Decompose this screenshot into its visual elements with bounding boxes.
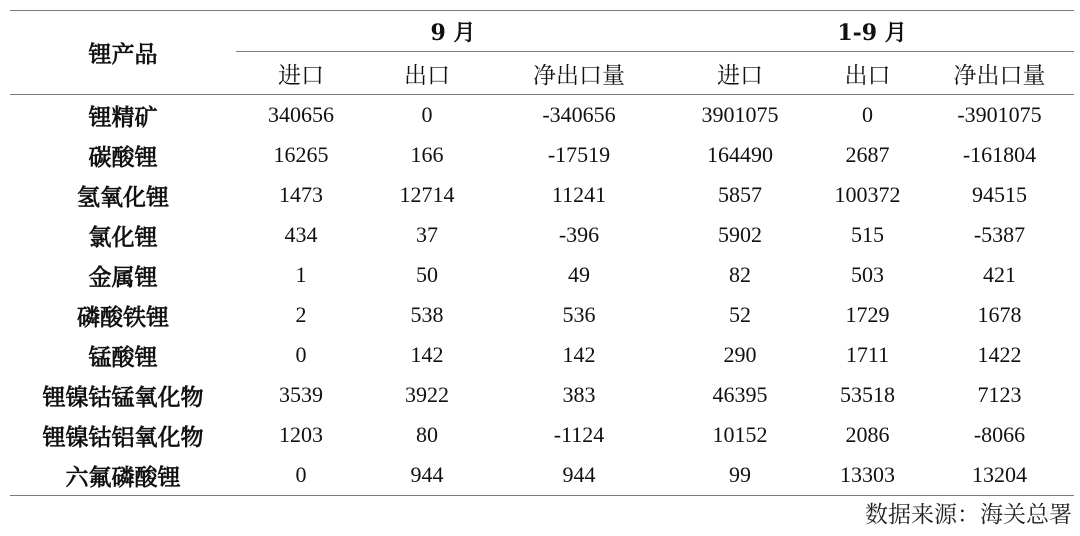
- subheader-net-export: 净出口量: [953, 62, 1046, 89]
- table-row: [10, 415, 1074, 455]
- lithium-trade-table: [10, 10, 1074, 496]
- sep-export-cell: 0: [421, 102, 433, 127]
- table-row: [10, 255, 1074, 295]
- ytd-import-cell: 82: [729, 262, 752, 287]
- product-name-cell: 锰酸锂: [88, 343, 158, 371]
- sep-export-cell: 50: [416, 262, 438, 287]
- sep-export-cell: 37: [416, 222, 438, 247]
- table-body: [10, 95, 1074, 496]
- sep-export-cell: 142: [410, 342, 444, 367]
- ytd-export-cell: 515: [851, 222, 885, 247]
- table-row: [10, 335, 1074, 375]
- sep-export-cell: 3922: [405, 382, 449, 407]
- ytd-net-export-cell: -5387: [973, 222, 1026, 247]
- ytd-import-cell: 99: [729, 462, 752, 487]
- ytd-net-export-cell: -161804: [962, 142, 1037, 167]
- sep-import-cell: 3539: [279, 382, 323, 407]
- sep-net-export-cell: -396: [558, 222, 600, 247]
- ytd-export-cell: 100372: [834, 182, 901, 207]
- data-source-note: 数据来源：海关总署: [865, 502, 1072, 528]
- product-name-cell: 碳酸锂: [88, 143, 158, 171]
- sep-import-cell: 2: [295, 302, 307, 327]
- ytd-import-cell: 164490: [707, 142, 774, 167]
- sep-net-export-cell: -340656: [542, 102, 616, 127]
- subheader-net-export: 净出口量: [533, 62, 625, 89]
- product-name-cell: 锂精矿: [88, 103, 158, 131]
- table-row: [10, 95, 1074, 136]
- sep-import-cell: 1203: [279, 422, 323, 447]
- ytd-net-export-cell: -8066: [973, 422, 1026, 447]
- ytd-import-cell: 5902: [718, 222, 763, 247]
- sep-net-export-cell: 142: [562, 342, 596, 367]
- product-name-cell: 氢氧化锂: [77, 183, 169, 211]
- sep-net-export-cell: 383: [562, 382, 596, 407]
- header-row-groups: [10, 11, 1074, 52]
- ytd-export-cell: 1729: [845, 302, 890, 327]
- subheader-export: 出口: [844, 62, 891, 89]
- group-header-september: 9 月: [236, 11, 670, 52]
- ytd-net-export-cell: 94515: [972, 182, 1028, 207]
- sep-import-cell: 0: [295, 342, 307, 367]
- table-row: [10, 215, 1074, 255]
- sep-net-export-cell: 11241: [551, 182, 607, 207]
- ytd-net-export-cell: 13204: [972, 462, 1028, 487]
- product-name-cell: 锂镍钴锰氧化物: [42, 383, 204, 411]
- sep-export-cell: 944: [410, 462, 444, 487]
- ytd-export-cell: 1711: [845, 342, 890, 367]
- sep-net-export-cell: 49: [568, 262, 590, 287]
- product-name-cell: 氯化锂: [88, 223, 158, 251]
- table-row: [10, 375, 1074, 415]
- ytd-export-cell: 53518: [840, 382, 896, 407]
- ytd-export-cell: 503: [851, 262, 885, 287]
- ytd-import-cell: 52: [729, 302, 752, 327]
- sep-net-export-cell: -1124: [553, 422, 605, 447]
- sep-import-cell: 16265: [273, 142, 329, 167]
- ytd-import-cell: 3901075: [701, 102, 779, 127]
- sep-import-cell: 340656: [268, 102, 334, 127]
- ytd-import-cell: 5857: [718, 182, 763, 207]
- ytd-export-cell: 2086: [845, 422, 890, 447]
- group-header-jan-sep: 1-9 月: [670, 11, 1074, 52]
- product-column-header: 锂产品: [88, 41, 158, 68]
- ytd-export-cell: 13303: [840, 462, 896, 487]
- ytd-net-export-cell: 421: [983, 262, 1017, 287]
- ytd-export-cell: 0: [862, 102, 874, 127]
- ytd-import-cell: 290: [723, 342, 757, 367]
- data-table-container: [10, 10, 1074, 496]
- product-name-cell: 锂镍钴铝氧化物: [42, 423, 204, 451]
- table-row: [10, 135, 1074, 175]
- ytd-import-cell: 46395: [712, 382, 768, 407]
- product-name-cell: 金属锂: [88, 263, 158, 291]
- table-row: [10, 295, 1074, 335]
- sep-net-export-cell: 944: [562, 462, 596, 487]
- subheader-import: 进口: [717, 62, 764, 89]
- sep-import-cell: 1: [295, 262, 307, 287]
- sep-import-cell: 1473: [279, 182, 323, 207]
- product-name-cell: 磷酸铁锂: [77, 303, 169, 331]
- subheader-import: 进口: [278, 62, 324, 89]
- sep-export-cell: 538: [410, 302, 444, 327]
- sep-import-cell: 434: [284, 222, 318, 247]
- table-header: [10, 11, 1074, 95]
- sep-export-cell: 80: [416, 422, 438, 447]
- ytd-net-export-cell: 1678: [977, 302, 1022, 327]
- table-row: [10, 455, 1074, 496]
- table-row: [10, 175, 1074, 215]
- product-name-cell: 六氟磷酸锂: [65, 463, 181, 491]
- sep-net-export-cell: 536: [562, 302, 596, 327]
- sep-export-cell: 166: [410, 142, 444, 167]
- sep-net-export-cell: -17519: [547, 142, 611, 167]
- sep-export-cell: 12714: [399, 182, 455, 207]
- ytd-import-cell: 10152: [712, 422, 768, 447]
- ytd-net-export-cell: 1422: [977, 342, 1022, 367]
- subheader-export: 出口: [404, 62, 450, 89]
- ytd-net-export-cell: -3901075: [957, 102, 1042, 127]
- sep-import-cell: 0: [295, 462, 307, 487]
- ytd-export-cell: 2687: [845, 142, 890, 167]
- ytd-net-export-cell: 7123: [977, 382, 1022, 407]
